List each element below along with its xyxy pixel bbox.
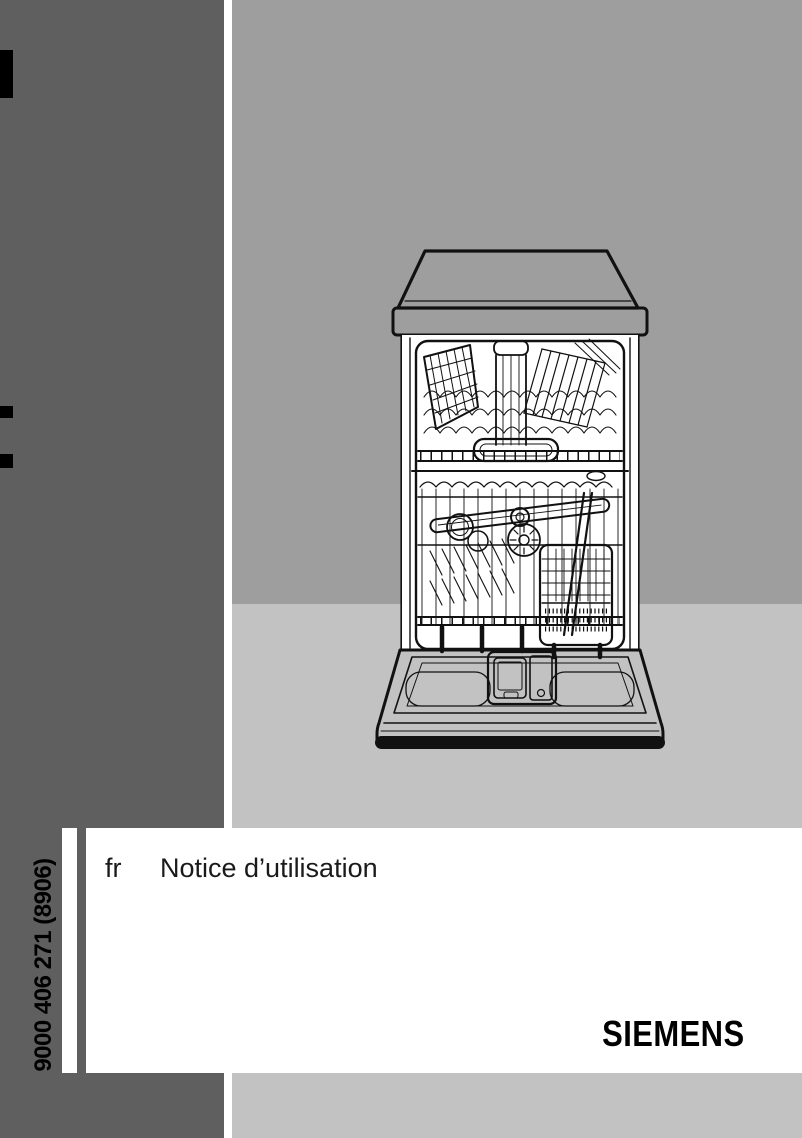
page-title: Notice d’utilisation [160, 853, 378, 883]
print-mark-small-2 [0, 454, 13, 468]
language-label: fr [105, 853, 122, 883]
dishwasher-illustration [372, 245, 668, 755]
brand-logo: SIEMENS [602, 1013, 745, 1054]
left-sidebar-band [0, 0, 224, 828]
footer-left-band [0, 1073, 224, 1138]
title-row [0, 853, 802, 885]
product-code: 9000 406 271 (8906) [30, 858, 57, 1072]
print-mark-small-1 [0, 406, 13, 418]
print-mark-large [0, 50, 13, 98]
footer-right-band [232, 1073, 802, 1138]
